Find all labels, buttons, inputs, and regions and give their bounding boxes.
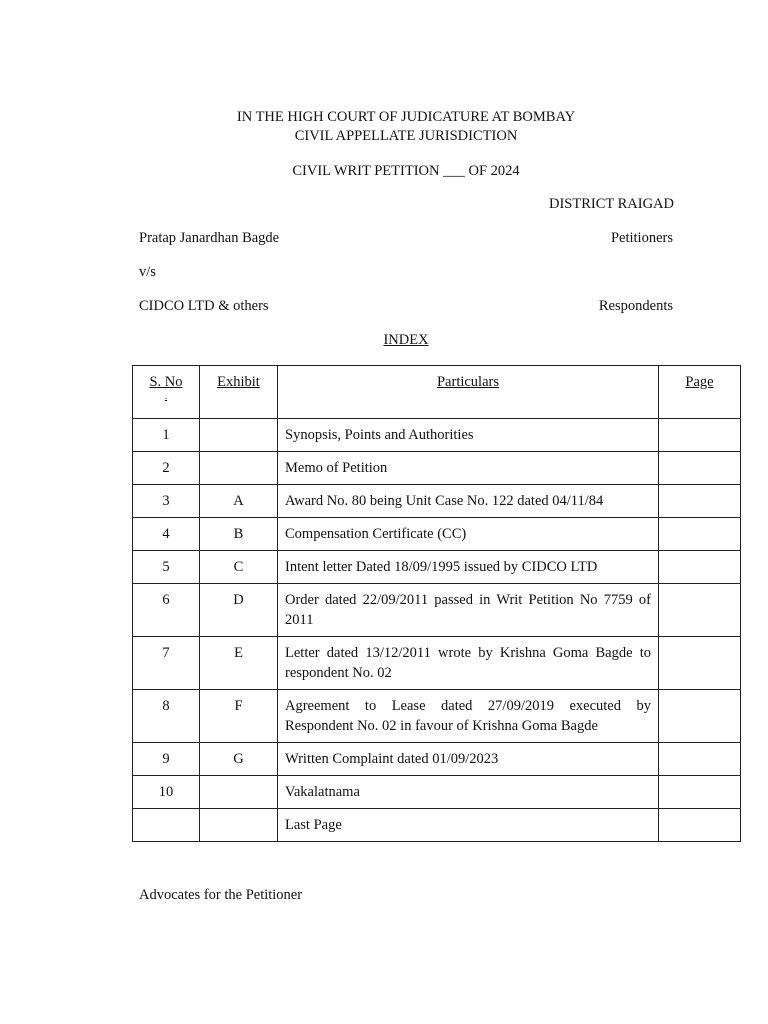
cell-particulars: Agreement to Lease dated 27/09/2019 executed by Respondent No. 02 in favour of Krishna Goma Bagde (278, 690, 659, 743)
cell-exhibit: G (200, 743, 278, 776)
cell-sno: 9 (133, 743, 200, 776)
table-row (133, 551, 741, 584)
cell-exhibit: C (200, 551, 278, 584)
cell-sno: 10 (133, 776, 200, 809)
cell-exhibit: F (200, 690, 278, 743)
cell-page (659, 743, 741, 776)
cell-page (659, 419, 741, 452)
cell-exhibit: B (200, 518, 278, 551)
header-exhibit: Exhibit (200, 366, 278, 419)
cell-particulars: Memo of Petition (278, 452, 659, 485)
table-row (133, 809, 741, 842)
cell-sno: 1 (133, 419, 200, 452)
table-row (133, 452, 741, 485)
petitioner-role: Petitioners (610, 230, 673, 246)
jurisdiction-title: CIVIL APPELLATE JURISDICTION (294, 128, 518, 144)
cell-particulars: Award No. 80 being Unit Case No. 122 dated 04/11/84 (278, 485, 659, 518)
table-header-row (133, 366, 741, 419)
cell-sno: 5 (133, 551, 200, 584)
table-row (133, 419, 741, 452)
cell-exhibit (200, 809, 278, 842)
respondent-role: Respondents (598, 298, 673, 314)
cell-sno: 4 (133, 518, 200, 551)
table-row (133, 743, 741, 776)
index-table (132, 365, 741, 842)
cell-page (659, 776, 741, 809)
petitioner-name: Pratap Janardhan Bagde (139, 230, 280, 246)
table-row (133, 690, 741, 743)
cell-sno (133, 809, 200, 842)
cell-particulars: Last Page (278, 809, 659, 842)
table-row (133, 776, 741, 809)
header-sno-mark: . (164, 391, 168, 401)
header-page: Page (659, 366, 741, 419)
cell-page (659, 809, 741, 842)
table-row (133, 518, 741, 551)
cell-sno: 8 (133, 690, 200, 743)
header-sno-label: S. No (149, 374, 183, 390)
cell-exhibit (200, 419, 278, 452)
table-row (133, 637, 741, 690)
cell-exhibit (200, 776, 278, 809)
cell-sno: 6 (133, 584, 200, 637)
index-title: INDEX (383, 332, 429, 348)
court-title: IN THE HIGH COURT OF JUDICATURE AT BOMBAY (236, 109, 576, 125)
cell-page (659, 690, 741, 743)
table-row (133, 485, 741, 518)
cell-exhibit: E (200, 637, 278, 690)
cell-sno: 3 (133, 485, 200, 518)
cell-particulars: Vakalatnama (278, 776, 659, 809)
advocates-signature: Advocates for the Petitioner (139, 887, 303, 903)
cell-page (659, 584, 741, 637)
cell-page (659, 452, 741, 485)
cell-particulars: Letter dated 13/12/2011 wrote by Krishna Goma Bagde to respondent No. 02 (278, 637, 659, 690)
petition-title: CIVIL WRIT PETITION ___ OF 2024 (292, 163, 520, 179)
cell-exhibit: D (200, 584, 278, 637)
header-particulars: Particulars (278, 366, 659, 419)
header-sno (133, 366, 200, 419)
cell-page (659, 485, 741, 518)
cell-particulars: Order dated 22/09/2011 passed in Writ Petition No 7759 of 2011 (278, 584, 659, 637)
cell-particulars: Compensation Certificate (CC) (278, 518, 659, 551)
cell-page (659, 551, 741, 584)
cell-exhibit: A (200, 485, 278, 518)
cell-page (659, 637, 741, 690)
cell-particulars: Synopsis, Points and Authorities (278, 419, 659, 452)
cell-particulars: Written Complaint dated 01/09/2023 (278, 743, 659, 776)
cell-particulars: Intent letter Dated 18/09/1995 issued by CIDCO LTD (278, 551, 659, 584)
cell-page (659, 518, 741, 551)
table-row (133, 584, 741, 637)
cell-sno: 2 (133, 452, 200, 485)
versus: v/s (139, 264, 156, 280)
district: DISTRICT RAIGAD (549, 196, 674, 212)
respondent-name: CIDCO LTD & others (139, 298, 269, 314)
cell-exhibit (200, 452, 278, 485)
cell-sno: 7 (133, 637, 200, 690)
